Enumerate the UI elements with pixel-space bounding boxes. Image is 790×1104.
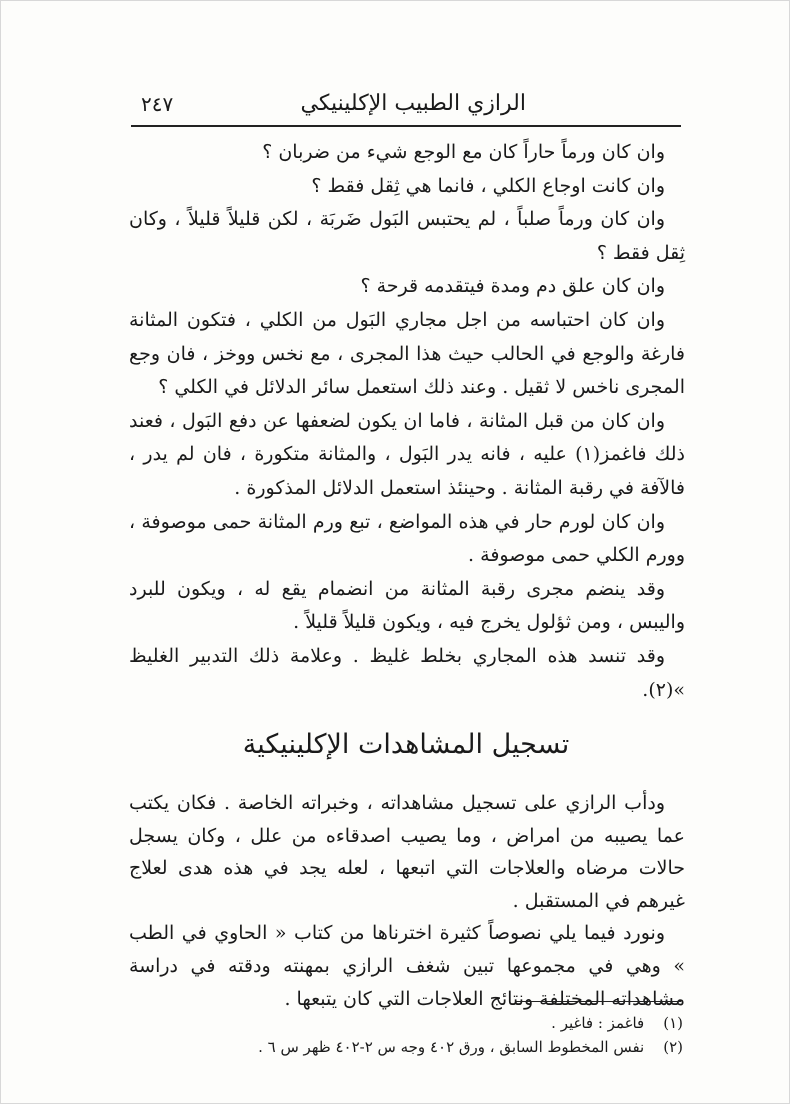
- main-text: [129, 136, 685, 707]
- header-rule: [131, 125, 681, 127]
- paragraph: وان كانت اوجاع الكلي ، فانما هي ثِقل فقط ؟: [311, 174, 665, 197]
- footnote-rule: [516, 1001, 681, 1002]
- section-heading: تسجيل المشاهدات الإكلينيكية: [242, 729, 570, 760]
- paragraph: وان كان علق دم ومدة فيتقدمه قرحة ؟: [360, 275, 665, 298]
- footnote: [151, 1035, 683, 1059]
- paragraph: وان كان لورم حار في هذه المواضع ، تبع ورم المثانة حمى موصوفة ، وورم الكلي حمى موصوفة .: [129, 510, 685, 567]
- paragraph: وان كان ورماً حاراً كان مع الوجع شيء من ضربان ؟: [262, 141, 665, 163]
- footnote-text: نفس المخطوط السابق ، ورق ٤٠٢ وجه س ٢-٤٠٢ ظهر س ٦ .: [258, 1038, 645, 1056]
- running-header: [131, 89, 681, 123]
- paragraph: وقد تنسد هذه المجاري بخلط غليظ . وعلامة ذلك التدبير الغليظ »(٢).: [129, 644, 685, 701]
- footnote-text: فاغمز : فاغير .: [551, 1014, 645, 1032]
- paragraph: وقد ينضم مجرى رقبة المثانة من انضمام يقع له ، ويكون للبرد واليبس ، ومن ثؤلول يخرج فيه ، ويكون قليلاً قليلاً .: [129, 577, 685, 634]
- running-title: الرازي الطبيب الإكلينيكي: [300, 91, 526, 116]
- page-number: ٢٤٧: [141, 92, 174, 116]
- paragraph: وان كان من قبل المثانة ، فاما ان يكون لضعفها عن دفع البَول ، فعند ذلك فاغمز(١) عليه ، فانه يدر البَول ، والمثانة متكورة ، فان لم يدر ، فالآفة في رقبة المثانة . وحينئذ استعمل الدلائل المذكورة .: [129, 409, 685, 499]
- section-text: [129, 787, 685, 1015]
- paragraph: وان كان احتباسه من اجل مجاري البَول من الكلي ، فتكون المثانة فارغة والوجع في الحالب حيث هذا المجرى ، مع نخس ووخز ، فان وجع المجرى ناخس لا ثقيل . وعند ذلك استعمل سائر الدلائل في الكلي ؟: [129, 308, 685, 399]
- paragraph: ونورد فيما يلي نصوصاً كثيرة اخترناها من كتاب « الحاوي في الطب » وهي في مجموعها تبين شغف الرازي بمهنته ودقته في دراسة مشاهداته المختلفة ونتائج العلاجات التي كان يتبعها .: [129, 922, 685, 1010]
- footnote-number: (١): [663, 1014, 683, 1032]
- paragraph: وان كان ورماً صلباً ، لم يحتبس البَول ضَربَة ، لكن قليلاً قليلاً ، وكان ثِقل فقط ؟: [129, 208, 685, 264]
- footnote-number: (٢): [663, 1038, 683, 1056]
- footnote: [151, 1011, 683, 1035]
- footnotes: [151, 1011, 683, 1059]
- paragraph: ودأب الرازي على تسجيل مشاهداته ، وخبراته الخاصة . فكان يكتب عما يصيبه من امراض ، وما يصيب اصدقاءه من علل ، وكان يسجل حالات مرضاه والعلاجات التي اتبعها ، لعله يجد في هذه هدى لعلاج غيرهم في المستقبل .: [129, 792, 685, 912]
